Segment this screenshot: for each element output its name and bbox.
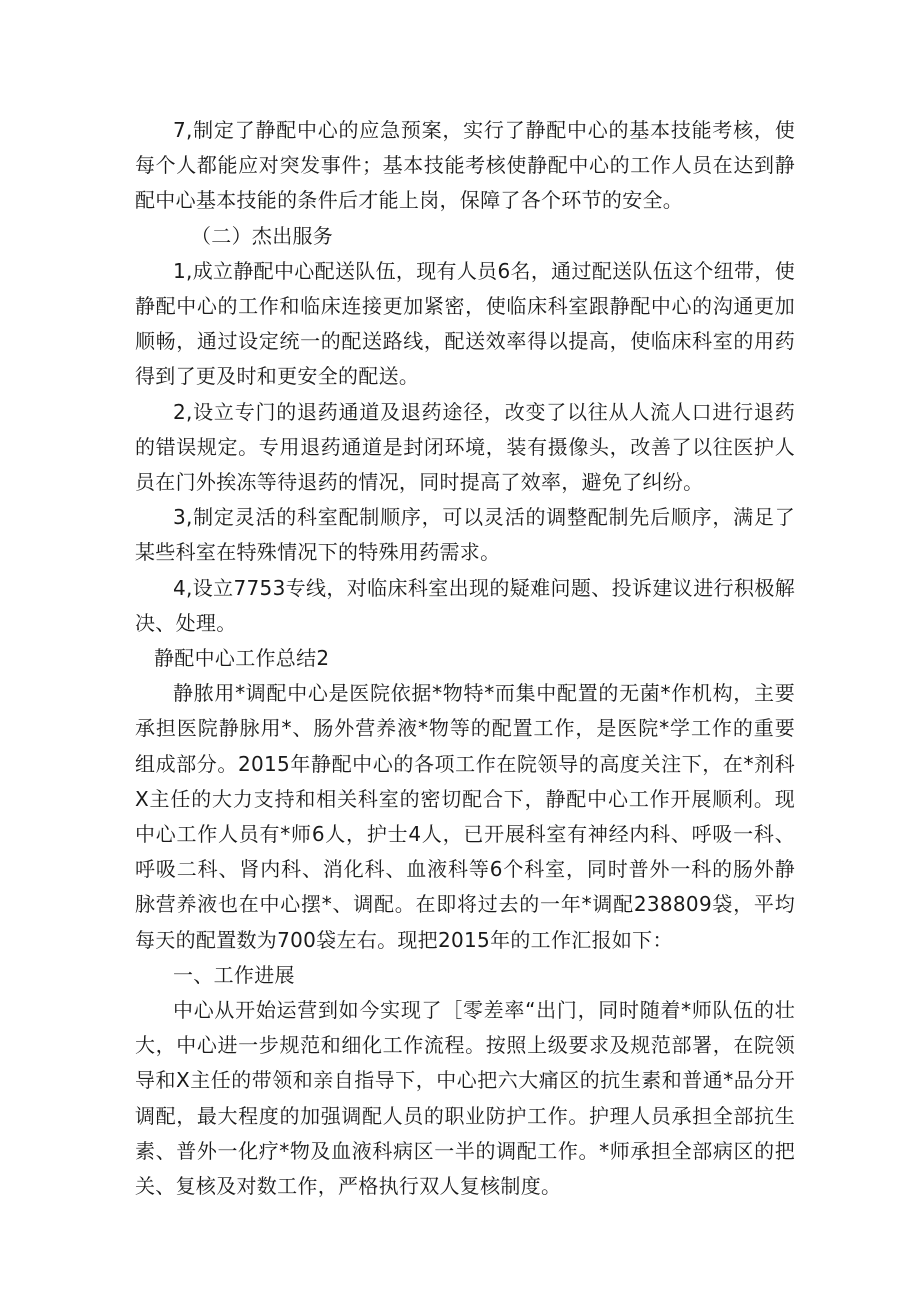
subsection-heading-service: （二）杰出服务 (191, 223, 334, 248)
paragraph-intro: 静脓用*调配中心是医院依据*物特*而集中配置的无菌*作机构，主要承担医院静脉用*、肠外营养液*物等的配置工作，是医院*学工作的重要组成部分。2015年静配中心的各项工作在院领导的高度关注下，在*剂科X主任的大力支持和相关科室的密切配合下，静配中心工作开展顺利。现中心工作人员有*师6人，护士4人，已开展科室有神经内科、呼吸一科、呼吸二科、肾内科、消化科、血液科等6个科室，同时普外一科的肠外静脉营养液也在中心摆*、调配。在即将过去的一年*调配238809袋，平均每天的配置数为700袋左右。现把2015年的工作汇报如下： (135, 681, 795, 952)
paragraph-item-2: 2,设立专门的退药通道及退药途径，改变了以往从人流人口进行退药的错误规定。专用退药通道是封闭环境，装有摄像头，改善了以往医护人员在门外挨冻等待退药的情况，同时提高了效率，避免了纠纷。 (135, 399, 795, 495)
paragraph-item-3: 3,制定灵活的科室配制顺序，可以灵活的调整配制先后顺序，满足了某些科室在特殊情况下的特殊用药需求。 (135, 505, 795, 565)
subsection-heading-progress: 一、工作进展 (173, 962, 295, 987)
paragraph-item-1: 1,成立静配中心配送队伍，现有人员6名，通过配送队伍这个纽带，使静配中心的工作和临床连接更加紧密，使临床科室跟静配中心的沟通更加顺畅，通过设定统一的配送路线，配送效率得以提高，使临床科室的用药得到了更及时和更安全的配送。 (135, 258, 795, 389)
paragraph-item-7: 7,制定了静配中心的应急预案，实行了静配中心的基本技能考核，使每个人都能应对突发事件；基本技能考核使静配中心的工作人员在达到静配中心基本技能的条件后才能上岗，保障了各个环节的安全。 (135, 118, 795, 213)
paragraph-item-4: 4,设立7753专线，对临床科室出现的疑难问题、投诉建议进行积极解决、处理。 (135, 575, 795, 635)
paragraph-progress: 中心从开始运营到如今实现了［零差率“出门，同时随着*师队伍的壮大，中心进一步规范和细化工作流程。按照上级要求及规范部署，在院领导和X主任的带领和亲自指导下，中心把六大痛区的抗生素和普通*品分开调配，最大程度的加强调配人员的职业防护工作。护理人员承担全部抗生素、普外一化疗*物及血液科病区一半的调配工作。*师承担全部病区的把关、复核及对数工作，严格执行双人复核制度。 (135, 998, 795, 1199)
document-body (135, 113, 795, 1204)
section-title-summary-2: 静配中心工作总结2 (154, 646, 330, 671)
